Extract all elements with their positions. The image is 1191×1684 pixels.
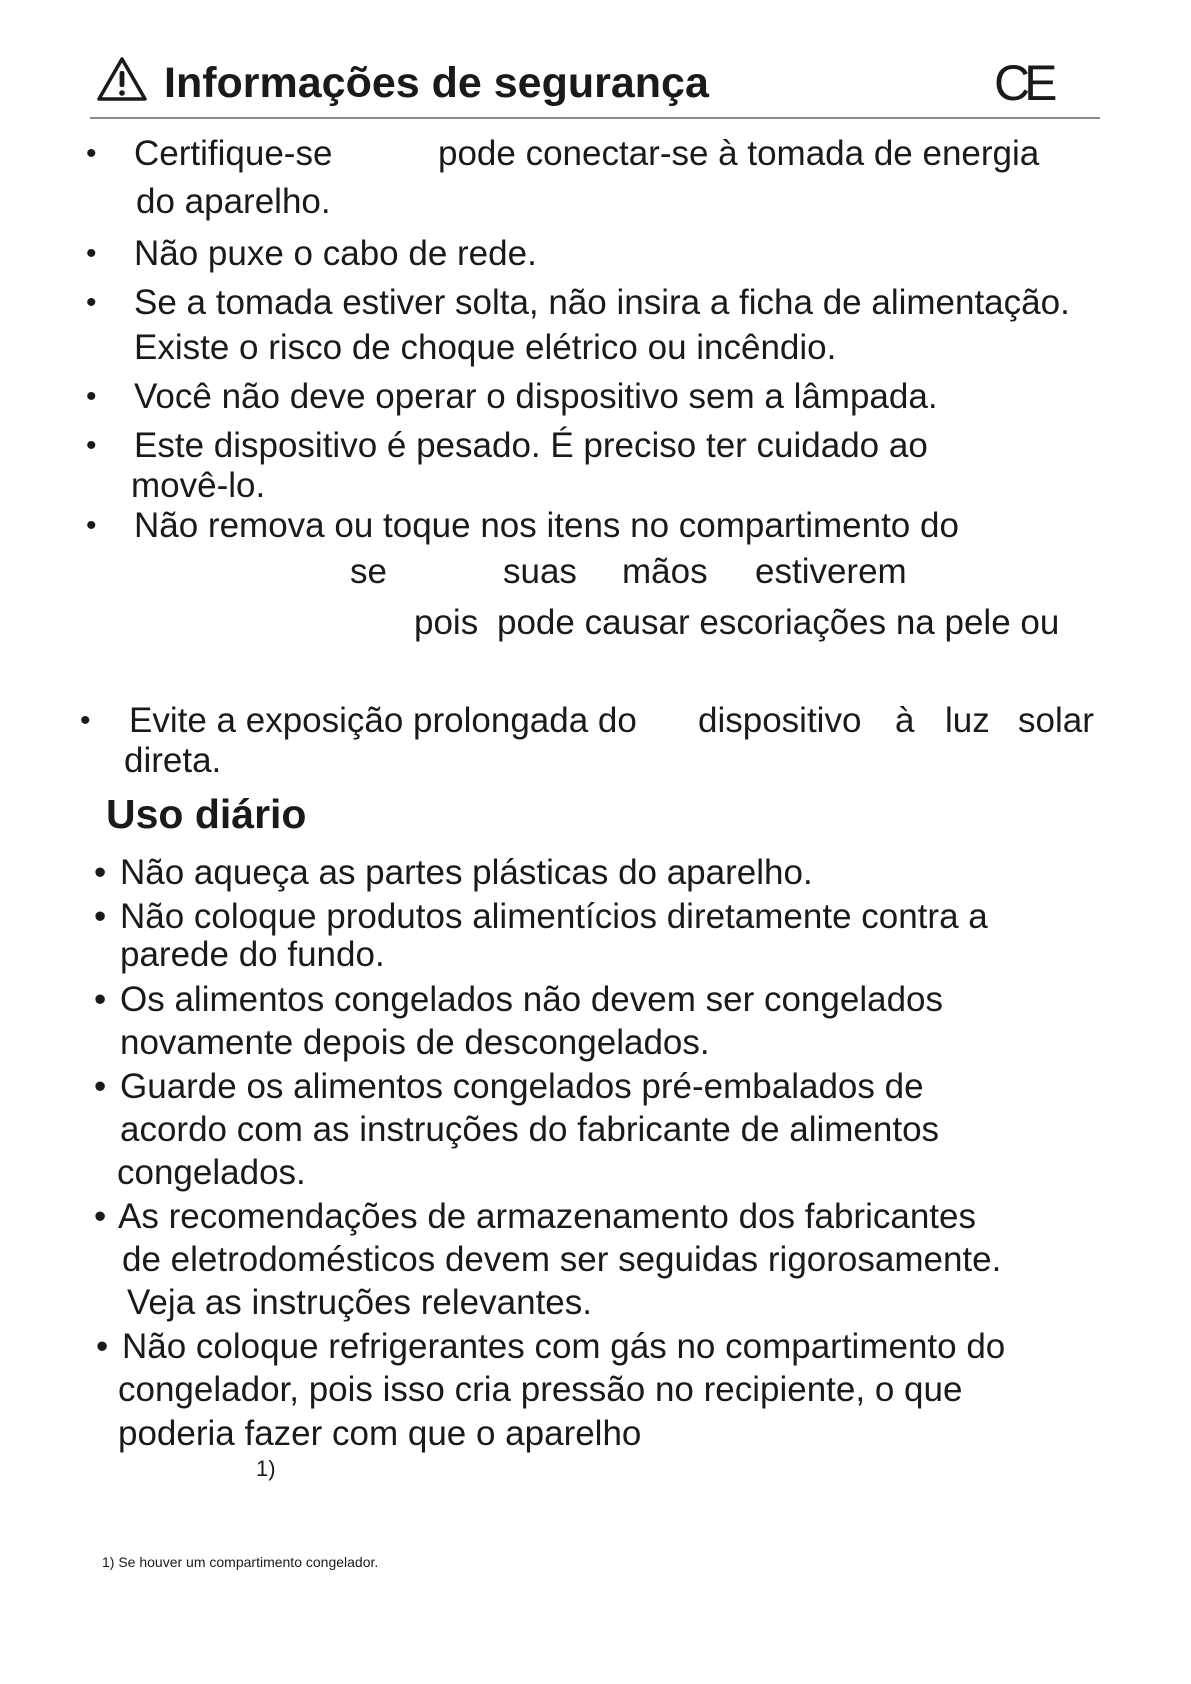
list-item: se	[350, 552, 387, 591]
list-item: novamente depois de descongelados.	[120, 1023, 710, 1062]
list-item: estiverem	[755, 552, 907, 591]
list-item: poderia fazer com que o aparelho	[118, 1414, 642, 1453]
ce-mark: CE	[994, 55, 1052, 111]
list-item: mãos	[622, 552, 708, 591]
page-title: Informações de segurança	[164, 59, 709, 107]
list-item: congelados.	[117, 1153, 306, 1192]
list-item: Evite a exposição prolongada do	[129, 701, 637, 740]
list-item: pode causar escoriações na pele ou	[497, 603, 1060, 642]
bullet: •	[94, 897, 107, 936]
list-item: Se a tomada estiver solta, não insira a ficha de alimentação.	[134, 283, 1070, 322]
list-item: congelador, pois isso cria pressão no recipiente, o que	[118, 1370, 963, 1409]
bullet: •	[86, 137, 97, 170]
bullet: •	[80, 704, 91, 737]
list-item: do aparelho.	[136, 182, 331, 221]
list-item: pois	[414, 603, 479, 642]
list-item: movê-lo.	[131, 466, 266, 505]
bullet: •	[94, 853, 107, 892]
list-item: solar	[1018, 701, 1094, 740]
warning-triangle-icon	[96, 56, 148, 102]
list-item: Você não deve operar o dispositivo sem a lâmpada.	[134, 377, 938, 416]
list-item: à	[895, 701, 915, 740]
list-item: Existe o risco de choque elétrico ou incêndio.	[134, 328, 837, 367]
bullet: •	[86, 237, 97, 270]
list-item: Não coloque refrigerantes com gás no compartimento do	[122, 1327, 1006, 1366]
list-item: pode conectar-se à tomada de energia	[438, 134, 1040, 173]
list-item: direta.	[124, 741, 222, 780]
bullet: •	[96, 1327, 109, 1366]
list-item: Este dispositivo é pesado. É preciso ter cuidado ao	[134, 426, 928, 465]
list-item: acordo com as instruções do fabricante de alimentos	[120, 1110, 940, 1149]
list-item: Não aqueça as partes plásticas do aparelho.	[120, 853, 813, 892]
bullet: •	[86, 509, 97, 542]
list-item: Guarde os alimentos congelados pré-embalados de	[120, 1067, 924, 1106]
list-item: luz	[945, 701, 990, 740]
header-divider	[90, 117, 1100, 119]
footnote: 1) Se houver um compartimento congelador.	[102, 1554, 379, 1570]
list-item: As recomendações de armazenamento dos fabricantes	[118, 1197, 976, 1236]
bullet: •	[94, 1067, 107, 1106]
list-item: Não puxe o cabo de rede.	[134, 234, 537, 273]
list-item: Não coloque produtos alimentícios diretamente contra a	[120, 897, 988, 936]
bullet: •	[94, 980, 107, 1019]
bullet: •	[86, 286, 97, 319]
section-heading-daily-use: Uso diário	[106, 791, 307, 837]
footnote-reference: 1)	[256, 1456, 276, 1481]
list-item: suas	[503, 552, 577, 591]
bullet: •	[86, 429, 97, 462]
list-item: Os alimentos congelados não devem ser congelados	[120, 980, 943, 1019]
list-item: Certifique-se	[134, 134, 333, 173]
list-item: Não remova ou toque nos itens no compartimento do	[134, 506, 959, 545]
list-item: dispositivo	[698, 701, 862, 740]
list-item: Veja as instruções relevantes.	[127, 1283, 592, 1322]
bullet: •	[94, 1197, 107, 1236]
list-item: de eletrodomésticos devem ser seguidas rigorosamente.	[122, 1240, 1002, 1279]
bullet: •	[86, 380, 97, 413]
list-item: parede do fundo.	[120, 935, 385, 974]
